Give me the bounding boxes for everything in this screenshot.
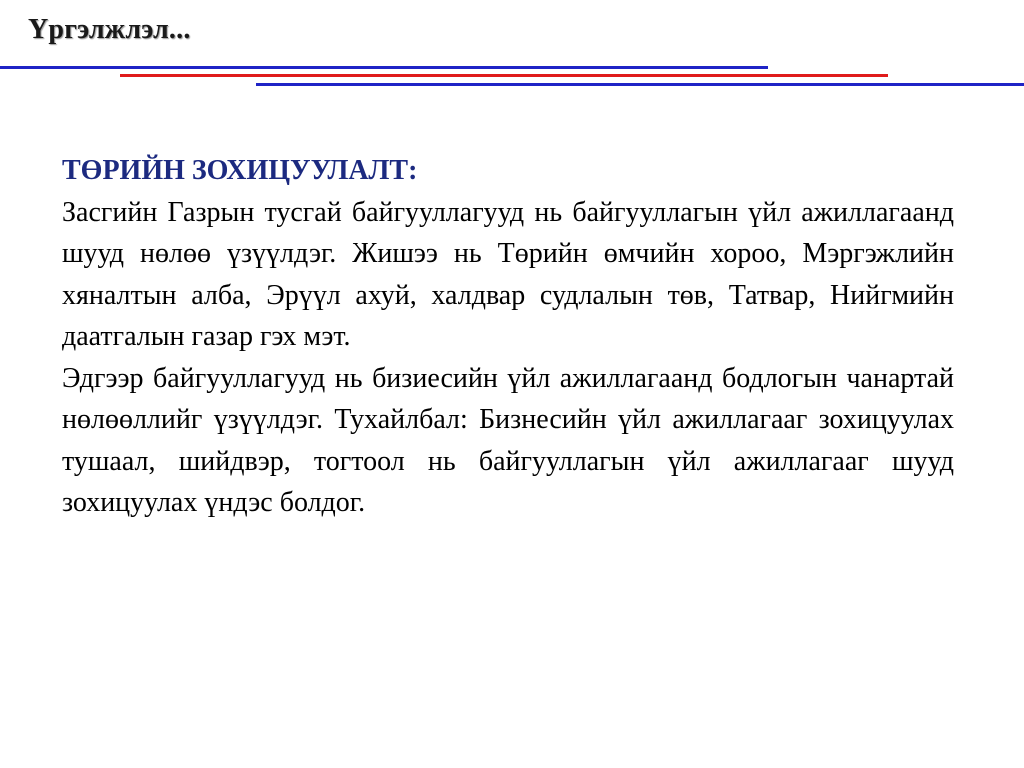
paragraph-2: Эдгээр байгууллагууд нь бизиесийн үйл ажиллагаанд бодлогын чанартай нөлөөллийг үзүүлдэг. Тухайлбал: Бизнесийн үйл ажиллагааг зохицуулах тушаал, шийдвэр, тогтоол нь байгууллагын үйл ажиллагааг шууд зохицуулах үндэс болдог. [62, 362, 954, 518]
title-rule-blue-top [0, 66, 768, 69]
title-rule-blue-bottom [256, 83, 1024, 86]
section-heading: ТӨРИЙН ЗОХИЦУУЛАЛТ: [62, 155, 418, 186]
title-rule-red [120, 74, 888, 77]
slide-body [62, 150, 954, 524]
paragraph-1: Засгийн Газрын тусгай байгууллагууд нь байгууллагын үйл ажиллагаанд шууд нөлөө үзүүлдэг. Жишээ нь Төрийн өмчийн хороо, Мэргэжлийн хяналтын алба, Эрүүл ахуй, халдвар судлалын төв, Татвар, Нийгмийн даатгалын газар гэх мэт. [62, 196, 954, 352]
slide-title: Үргэлжлэл... [28, 14, 191, 45]
